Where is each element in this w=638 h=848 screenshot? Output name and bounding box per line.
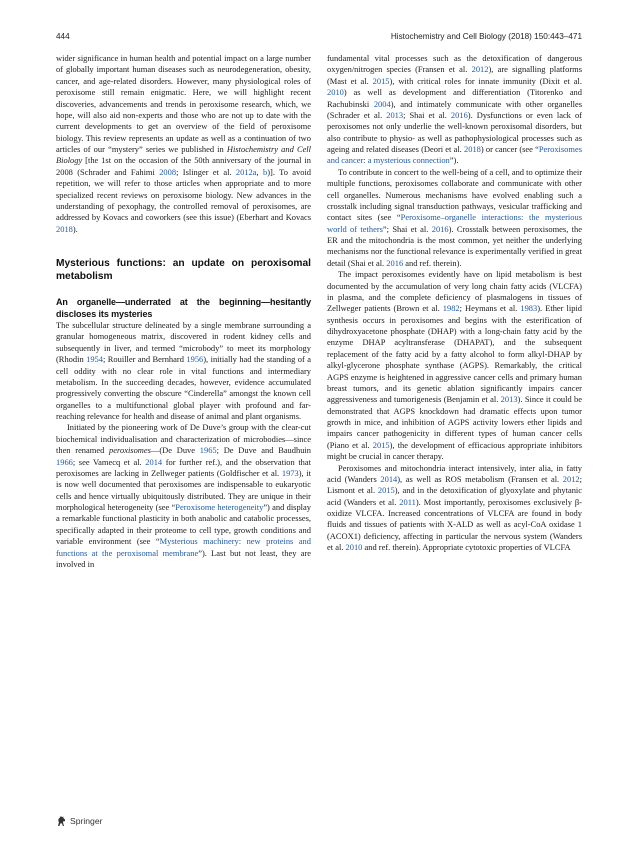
text-run: wider significance in human health and potential impact on a large number of globally important human diseases such as neurodegeneration, obesity, cancer, and age-related disorders. However, many physiological roles of peroxisome still remain enigmatic. Here, we will highlight recent discoveries, advancements and trends in peroxisome research, which, we hope, will also aid non-experts and those who are not up to date with the current developments to get an overview of the field of peroxisome biology. This review represents an update as well as a continuation of two articles of our “mystery” series we published in <box>56 53 311 154</box>
text-run: ”). <box>449 155 459 166</box>
text-run: ). Crosstalk between peroxisomes, the ER and the mitochondria is the most common, yet neither the underlying mechanisms nor the functional relevance is experimentally verified in great detail (Shai et al. <box>327 223 582 268</box>
text-run: ), and in the detoxification of glyoxylate and phytanic acid (Wanders et al. <box>327 485 582 507</box>
journal-name-italic: Histochemistry and Cell Biology <box>56 144 312 166</box>
citation-link[interactable]: 2012 <box>471 64 489 75</box>
text-run: ; Shai et al. <box>403 109 451 120</box>
publisher-name: Springer <box>70 816 103 826</box>
citation-link[interactable]: 2010 <box>327 87 344 98</box>
citation-link[interactable]: 2010 <box>345 542 363 553</box>
citation-link[interactable]: 2015 <box>372 439 390 450</box>
subsection-title: An organelle—underrated at the beginning—hesitantly discloses its mysteries <box>56 297 311 319</box>
text-run: ). <box>72 223 78 234</box>
text-run: ), and intimately communicate with other organelles (Schrader et al. <box>327 98 583 120</box>
citation-link[interactable]: b <box>262 166 268 177</box>
text-run: and ref. therein). <box>403 257 462 268</box>
text-run: ). Dysfunctions or even lack of peroxisomes not only underlie the well-known peroxisomal disorders, but also contribute to physio- as well as pathophysiological processes such as ageing and related diseases (Deori et al. <box>327 109 582 154</box>
citation-link[interactable]: 2014 <box>145 456 163 467</box>
citation-link[interactable]: 2012a <box>235 166 257 177</box>
citation-link[interactable]: 2016 <box>450 109 468 120</box>
text-run: The impact peroxisomes evidently have on lipid metabolism is best documented by the accumulation of very long chain fatty acids (VLCFA) in plasma, and the complete deficiency of plasmalogens in tissues of Zellweger patients (Brown et al. <box>327 269 582 314</box>
citation-link[interactable]: 2018 <box>464 144 481 154</box>
citation-link[interactable]: 2014 <box>380 473 398 484</box>
body-paragraph <box>327 463 582 554</box>
section-link[interactable]: Peroxisome heterogeneity <box>175 502 264 512</box>
text-run: for further ref.), and the observation that peroxisomes are lacking in Zellweger patients (Goldfischer et al. <box>56 456 311 478</box>
citation-link[interactable]: 2004 <box>373 98 391 109</box>
citation-link[interactable]: 2015 <box>372 75 390 86</box>
citation-link[interactable]: 2013 <box>386 109 404 120</box>
text-run: and ref. therein). Appropriate cytotoxic properties of VLCFA <box>362 542 571 553</box>
section-link[interactable]: Mysterious machinery: new proteins and functions at the peroxisomal membrane <box>56 536 311 558</box>
citation-link[interactable]: 2016 <box>431 223 449 234</box>
text-run: Initiated by the pioneering work of De Duve’s group with the clear-cut biochemical individualisation and characterization of microbodies—since then renamed <box>56 422 311 456</box>
citation-link[interactable]: 2013 <box>500 394 518 405</box>
section-link[interactable]: Peroxisomes and cancer: a mysterious connection <box>327 144 582 166</box>
citation-link[interactable]: 1956 <box>186 354 204 365</box>
text-run: ; see Vamecq et al. <box>72 456 146 467</box>
right-column <box>327 53 582 554</box>
text-run: ), with critical roles for innate immunity (Dixit et al. <box>389 75 582 86</box>
text-run: fundamental vital processes such as the detoxification of dangerous oxygen/nitrogen species (Fransen et al. <box>327 53 582 75</box>
italic-term: peroxisomes <box>109 445 151 456</box>
text-run: [the 1st on the occasion of the 50th anniversary of the journal in 2008 (Schrader and Fahimi <box>56 155 311 177</box>
text-run: The subcellular structure delineated by a single membrane surrounding a granular homogeneous matrix, discovered in rodent kidney cells and subsequently in liver, and termed “microbody” to meet its morphology (Rhodin <box>56 320 311 365</box>
citation-link[interactable]: 1983 <box>520 303 538 314</box>
running-header: Histochemistry and Cell Biology (2018) 150:443–471 <box>390 32 582 41</box>
text-run: Peroxisomes and mitochondria interact intensively, inter alia, in fatty acid (Wanders <box>327 462 582 484</box>
body-paragraph <box>327 53 582 167</box>
text-run: ; Heymans et al. <box>459 303 521 314</box>
left-column <box>56 53 311 570</box>
text-run: ; Islinger et al. <box>176 166 236 177</box>
citation-link[interactable]: 2016 <box>386 257 404 268</box>
text-run: ). Since it could be demonstrated that AGPS knockdown had dramatic effects upon tumor growth in mice, and inhibition of AGPS activity lowers ether lipids and impairs cancer pathogenicity in different types of human cancer cells (Piano et al. <box>327 394 583 450</box>
citation-link[interactable]: 1982 <box>442 303 460 314</box>
text-run: ). Ether lipid synthesis occurs in peroxisomes and begins with the esterification of dihydroxyacetone phosphate (DHAP) with a long-chain fatty acid by the enzyme DHAP acyltransferase (DHAPAT), and the subsequent replacement of the fatty acid by a fatty alcohol to form alkyl-DHAP by alkyl-glycerone phosphate synthase (AGPS). Remarkably, the critical AGPS enzyme is heightened in aggressive cancer cells and primary human breast tumors, and its genetic ablation significantly impairs cancer aggressiveness and tumorigenesis (Benjamin et al. <box>327 303 582 405</box>
text-run: ; De Duve and Baudhuin <box>216 445 311 456</box>
text-run: ”) and display a remarkable functional plasticity in both anabolic and catabolic processes, specifically adapted in their proteome to cell type, growth conditions and variable environment (see “ <box>56 502 311 547</box>
text-run: ), it is now well documented that peroxisomes are indispensable to eukaryotic cells and hence virtually ubiquitously distributed. They are unique in their morphological heterogeneity (see “ <box>56 467 312 512</box>
text-run: To contribute in concert to the well-being of a cell, and to optimize their multiple functions, peroxisomes collaborate and communicate with other cell organelles. Numerous mechanisms have evolved enabling such a crosstalk including signal transduction pathways, vesicular trafficking and contact sites (see “ <box>327 166 582 223</box>
citation-link[interactable]: 1954 <box>86 354 103 365</box>
text-run: ), as well as ROS metabolism (Fransen et al. <box>397 473 563 484</box>
text-run: , <box>256 166 263 177</box>
text-run: ), initially had the standing of a cell oddity with no clear role in vital functions and intermediary metabolism. In the succeeding decades, however, evidence accumulated progressively converting the obscure “Cinderella” amongst the known cell organelles to a multifunctional global player with profound and far-reaching relevance for health and disease of animal and plant organisms. <box>56 354 311 421</box>
text-run: ), the development of efficacious appropriate inhibitors might be crucial in cancer therapy. <box>327 439 582 462</box>
text-run: ). Most importantly, peroxisomes exclusively β-oxidize VLCFA. Increased concentrations of VLCFA are found in body fluids and tissues of patients with X-ALD as well as acyl-CoA oxidase 1 (ACOX1) deficiency, affecting in particular the nervous system (Wanders et al. <box>327 496 582 553</box>
body-paragraph <box>327 269 582 462</box>
text-run: ”; Shai et al. <box>382 223 432 234</box>
citation-link[interactable]: 2011 <box>399 496 416 507</box>
citation-link[interactable]: 1966 <box>56 456 73 467</box>
text-run: ; Lismont et al. <box>327 473 582 496</box>
text-run: ; Rouiller and Bernhard <box>102 354 187 365</box>
intro-paragraph <box>56 53 311 235</box>
citation-link[interactable]: 2008 <box>159 166 177 177</box>
text-run: —(De Duve <box>150 445 200 456</box>
publisher-footer <box>56 815 102 827</box>
text-run: ) or cancer (see “ <box>480 144 539 154</box>
body-paragraph <box>56 320 311 422</box>
springer-horse-icon <box>56 815 67 827</box>
body-paragraph <box>327 167 582 269</box>
text-run: ), are signalling platforms (Mast et al. <box>327 64 582 86</box>
text-run: ) as well as development and differentiation (Titorenko and Rachubinski <box>327 87 582 109</box>
text-run: ”). Last but not least, they are involved in <box>56 547 312 569</box>
citation-link[interactable]: 1965 <box>199 445 217 456</box>
citation-link[interactable]: 2015 <box>377 485 395 496</box>
section-link[interactable]: Peroxisome–organelle interactions: the mysterious world of tethers <box>327 212 582 234</box>
citation-link[interactable]: 2018 <box>56 223 73 234</box>
text-run: )]. To avoid repetition, we will refer to those articles when appropriate and to more specialized recent reviews on peroxisome biology. New advances in the understanding of pexophagy, the controlled removal of peroxisomes, are addressed by Kovacs and coworkers (see this issue) (Eberhart and Kovacs <box>56 166 312 223</box>
citation-link[interactable]: 2012 <box>562 473 580 484</box>
citation-link[interactable]: 1973 <box>281 467 299 478</box>
page-number: 444 <box>56 32 70 41</box>
body-paragraph <box>56 422 311 570</box>
section-title: Mysterious functions: an update on peroxisomal metabolism <box>56 258 311 282</box>
